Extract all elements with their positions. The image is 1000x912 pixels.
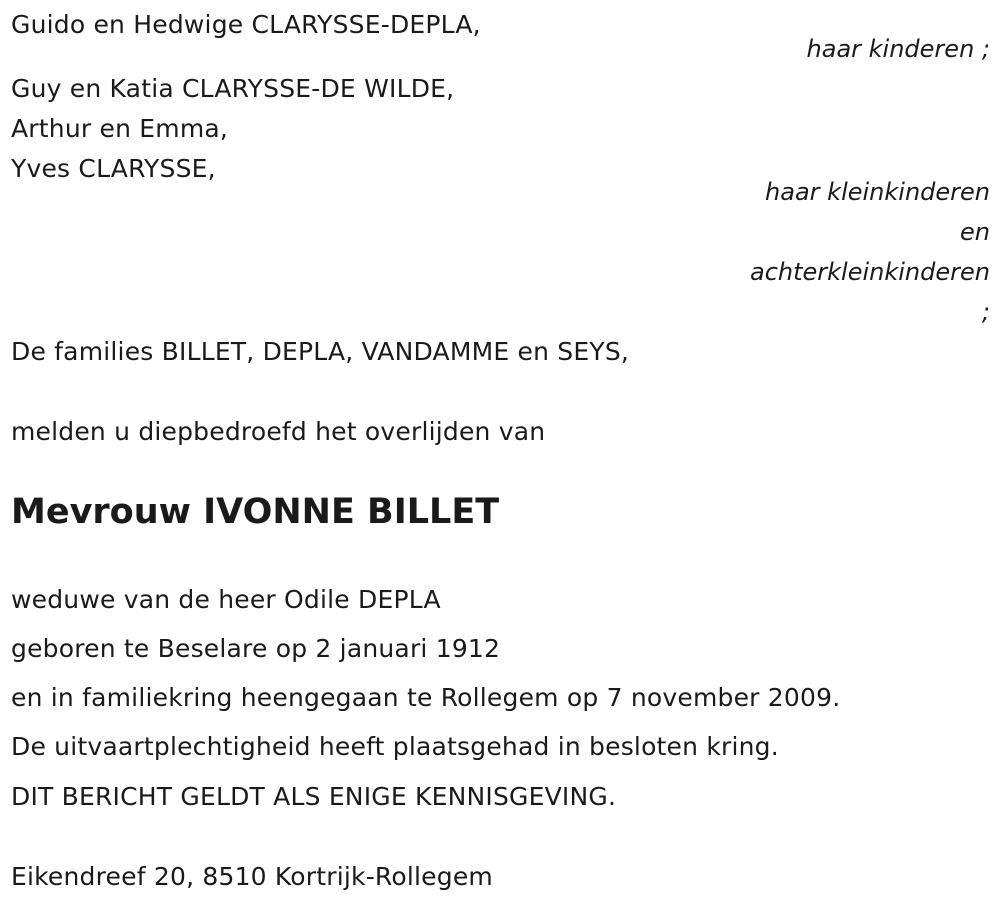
deceased-name: Mevrouw IVONNE BILLET [11,492,500,532]
born-line: geboren te Beselare op 2 januari 1912 [11,634,501,663]
children-line: Guido en Hedwige CLARYSSE-DEPLA, [11,10,481,39]
died-line: en in familiekring heengegaan te Rollegem op 7 november 2009. [11,683,841,712]
address-line: Eikendreef 20, 8510 Kortrijk-Rollegem [11,862,493,891]
grandchildren-line-1: Guy en Katia CLARYSSE-DE WILDE, [11,74,455,103]
grandchildren-label-3: achterkleinkinderen [750,258,990,286]
grandchildren-label-4: ; [981,298,990,326]
grandchildren-line-3: Yves CLARYSSE, [11,154,216,183]
grandchildren-label-2: en [960,218,990,246]
notice-line: DIT BERICHT GELDT ALS ENIGE KENNISGEVING. [11,782,617,811]
announcement-line: melden u diepbedroefd het overlijden van [11,417,546,446]
funeral-line: De uitvaartplechtigheid heeft plaatsgehad in besloten kring. [11,732,779,761]
widow-line: weduwe van de heer Odile DEPLA [11,585,441,614]
grandchildren-line-2: Arthur en Emma, [11,114,229,143]
children-label: haar kinderen ; [806,35,990,63]
grandchildren-label-1: haar kleinkinderen [765,178,990,206]
families-line: De families BILLET, DEPLA, VANDAMME en SEYS, [11,337,630,366]
